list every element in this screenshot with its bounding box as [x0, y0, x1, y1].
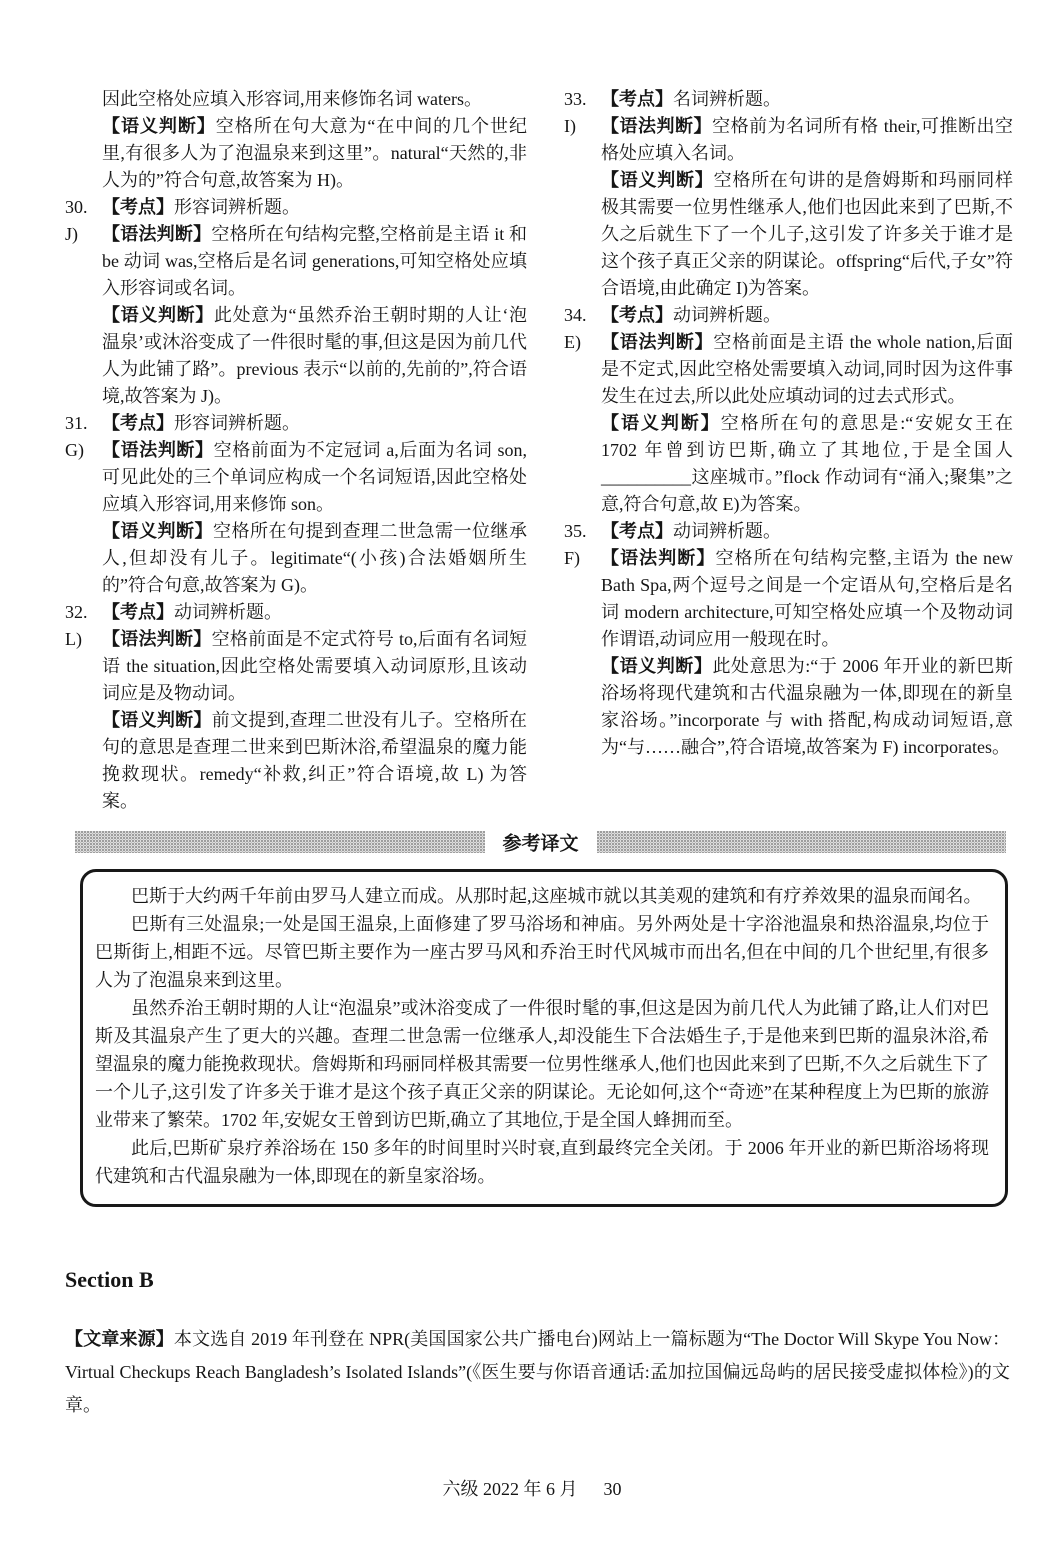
right-column [564, 86, 1013, 815]
translation-box [80, 869, 1008, 1207]
judgment-label: 【考点】 [601, 521, 673, 541]
item-marker: E) [564, 332, 581, 352]
item-text: 空格前面是不定式符号 to,后面有名词短语 the situation,因此空格处需要填入动词原形,且该动词应是及物动词。 [102, 629, 528, 703]
judgment-label: 【语法判断】 [102, 440, 214, 460]
judgment-label: 【语法判断】 [601, 548, 716, 568]
item-text: 空格所在句大意为“在中间的几个世纪里,有很多人为了泡温泉来到这里”。natural“天然的,非人为的”符合句意,故答案为 H)。 [102, 116, 527, 190]
explanation-item [564, 545, 1013, 653]
explanation-item [65, 707, 527, 815]
explanation-item [65, 194, 527, 221]
explanation-item [65, 86, 527, 113]
item-text: 形容词辨析题。 [174, 413, 300, 433]
explanation-item [564, 653, 1013, 761]
explanation-item [65, 437, 527, 518]
item-marker: 34. [564, 305, 587, 325]
item-marker: 33. [564, 89, 587, 109]
item-text: 动词辨析题。 [673, 521, 781, 541]
explanation-item [65, 626, 527, 707]
item-marker: L) [65, 629, 82, 649]
item-marker: 35. [564, 521, 587, 541]
banner-title: 参考译文 [484, 829, 596, 856]
explanation-item [65, 518, 527, 599]
explanation-item [65, 410, 527, 437]
explanation-item [564, 167, 1013, 302]
item-text: 名词辨析题。 [673, 89, 781, 109]
page-footer [0, 1475, 1064, 1501]
judgment-label: 【考点】 [102, 197, 174, 217]
translation-paragraph: 巴斯有三处温泉;一处是国王温泉,上面修建了罗马浴场和神庙。另外两处是十字浴池温泉和热浴温泉,均位于巴斯街上,相距不远。尽管巴斯主要作为一座古罗马风和乔治王时代风城市而出名,但在中间的几个世纪里,有很多人为了泡温泉来到这里。 [95, 914, 989, 990]
item-text: 空格所在句结构完整,主语为 the new Bath Spa,两个逗号之间是一个定语从句,空格后是名词 modern architecture,可知空格处应填一个及物动词作谓语,动词应用一般现在时。 [601, 548, 1013, 649]
explanation-item [564, 329, 1013, 410]
explanation-item [564, 86, 1013, 113]
item-marker: 30. [65, 197, 88, 217]
section-b-heading: Section B [65, 1267, 154, 1292]
judgment-label: 【语义判断】 [102, 305, 214, 325]
item-marker: F) [564, 548, 581, 568]
explanation-item [65, 302, 527, 410]
item-text: 动词辨析题。 [673, 305, 781, 325]
judgment-label: 【语法判断】 [601, 332, 714, 352]
item-marker: 31. [65, 413, 88, 433]
judgment-label: 【考点】 [102, 413, 174, 433]
judgment-label: 【语义判断】 [601, 170, 714, 190]
explanation-item [564, 410, 1013, 518]
item-text: 前文提到,查理二世没有儿子。空格所在句的意思是查理二世来到巴斯沐浴,希望温泉的魔力能挽救现状。remedy“补救,纠正”符合语境,故 L) 为答案。 [102, 710, 528, 811]
item-text: 此处意思为:“于 2006 年开业的新巴斯浴场将现代建筑和古代温泉融为一体,即现在的新皇家浴场。”incorporate 与 with 搭配,构成动词短语,意为“与……融合”,符合语境,故答案为 F) incorporates。 [601, 656, 1013, 757]
judgment-label: 【考点】 [102, 602, 174, 622]
item-text: 空格所在句结构完整,空格前是主语 it 和 be 动词 was,空格后是名词 generations,可知空格处应填入形容词或名词。 [102, 224, 527, 298]
footer-page-number: 30 [603, 1479, 622, 1499]
item-text: 因此空格处应填入形容词,用来修饰名词 waters。 [102, 89, 482, 109]
translation-paragraph: 巴斯于大约两千年前由罗马人建立而成。从那时起,这座城市就以其美观的建筑和有疗养效果的温泉而闻名。 [131, 886, 982, 906]
left-column [65, 86, 527, 815]
judgment-label: 【语义判断】 [102, 710, 212, 730]
judgment-label: 【语义判断】 [102, 116, 216, 136]
item-marker: 32. [65, 602, 88, 622]
item-text: 动词辨析题。 [174, 602, 282, 622]
footer-exam-label: 六级 2022 年 6 月 [442, 1479, 578, 1499]
item-text: 空格所在句提到查理二世急需一位继承人,但却没有儿子。legitimate“(小孩)合法婚姻所生的”符合句意,故答案为 G)。 [102, 521, 527, 595]
judgment-label: 【语义判断】 [601, 413, 721, 433]
translation-paragraph: 虽然乔治王朝时期的人让“泡温泉”或沐浴变成了一件很时髦的事,但这是因为前几代人为此铺了路,让人们对巴斯及其温泉产生了更大的兴趣。查理二世急需一位继承人,却没能生下合法婚生子,于是他来到巴斯的温泉沐浴,希望温泉的魔力能挽救现状。詹姆斯和玛丽同样极其需要一位男性继承人,他们也因此来到了巴斯,不久之后就生下了一个儿子,这引发了许多关于谁才是这个孩子真正父亲的阴谋论。无论如何,这个“奇迹”在某种程度上为巴斯的旅游业带来了繁荣。1702 年,安妮女王曾到访巴斯,确立了其地位,于是全国人蜂拥而至。 [95, 998, 989, 1130]
judgment-label: 【语义判断】 [601, 656, 713, 676]
item-text: 形容词辨析题。 [174, 197, 300, 217]
judgment-label: 【语义判断】 [102, 521, 213, 541]
item-text: 空格所在句讲的是詹姆斯和玛丽同样极其需要一位男性继承人,他们也因此来到了巴斯,不久之后就生下了一个儿子,这引发了许多关于谁才是这个孩子真正父亲的阴谋论。offspring“后代,子女”符合语境,由此确定 I)为答案。 [601, 170, 1014, 298]
source-label: 【文章来源】 [65, 1329, 174, 1349]
source-text: 本文选自 2019 年刊登在 NPR(美国国家公共广播电台)网站上一篇标题为“The Doctor Will Skype You Now：Virtual Checkups Reach Bangladesh’s Isolated Islands”(《医生要与你语音通话:孟加拉国偏远岛屿的居民接受虚拟体检》)的文章。 [65, 1329, 1011, 1415]
answer-explanations [65, 86, 1012, 815]
item-text: 空格前面为不定冠词 a,后面为名词 son,可见此处的三个单词应构成一个名词短语,因此空格处应填入形容词,用来修饰 son。 [102, 440, 527, 514]
judgment-label: 【语法判断】 [102, 224, 212, 244]
item-text: 空格前面是主语 the whole nation,后面是不定式,因此空格处需要填入动词,同时因为这件事发生在过去,所以此处应填动词的过去式形式。 [601, 332, 1013, 406]
judgment-label: 【语法判断】 [102, 629, 212, 649]
explanation-item [65, 113, 527, 194]
item-marker: G) [65, 440, 84, 460]
explanation-item [564, 113, 1013, 167]
judgment-label: 【考点】 [601, 305, 673, 325]
item-text: 空格前为名词所有格 their,可推断出空格处应填入名词。 [601, 116, 1014, 163]
judgment-label: 【语法判断】 [601, 116, 713, 136]
translation-paragraph: 此后,巴斯矿泉疗养浴场在 150 多年的时间里时兴时衰,直到最终完全关闭。于 2006 年开业的新巴斯浴场将现代建筑和古代温泉融为一体,即现在的新皇家浴场。 [95, 1138, 989, 1186]
item-marker: J) [65, 224, 78, 244]
explanation-item [65, 599, 527, 626]
item-marker: I) [564, 116, 576, 136]
article-source-paragraph [65, 1323, 1010, 1422]
item-text: 空格所在句的意思是:“安妮女王在 1702 年曾到访巴斯,确立了其地位,于是全国人__________这座城市。”flock 作动词有“涌入;聚集”之意,符合句意,故 E)为答案。 [601, 413, 1013, 514]
explanation-item [564, 518, 1013, 545]
explanation-item [65, 221, 527, 302]
judgment-label: 【考点】 [601, 89, 673, 109]
explanation-item [564, 302, 1013, 329]
reference-translation-banner [75, 831, 1006, 853]
item-text: 此处意为“虽然乔治王朝时期的人让‘泡温泉’或沐浴变成了一件很时髦的事,但这是因为前几代人为此铺了路”。previous 表示“以前的,先前的”,符合语境,故答案为 J)。 [102, 305, 528, 406]
